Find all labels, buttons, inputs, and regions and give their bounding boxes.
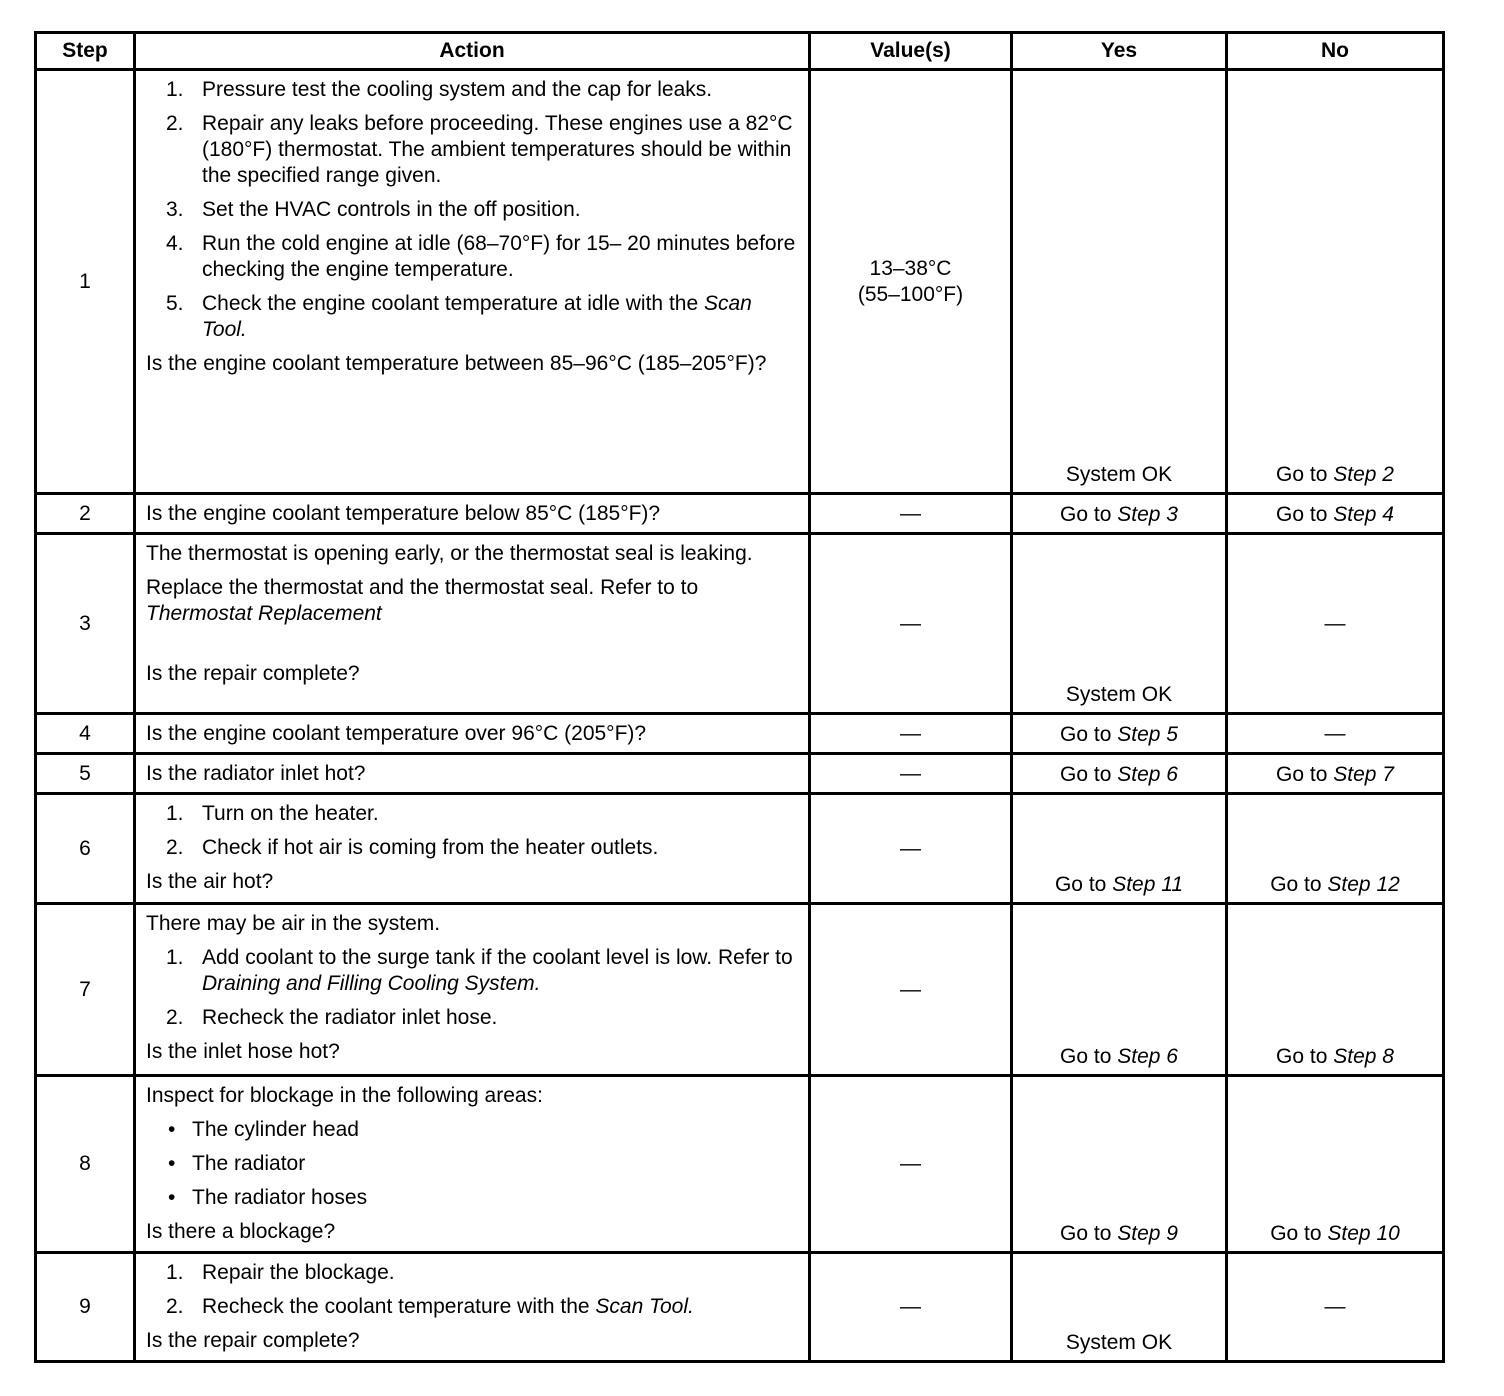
list-item: 5. Check the engine coolant temperature at idle with the Scan Tool.	[166, 292, 752, 341]
step-link: Step 7	[1333, 763, 1394, 786]
yes-cell: System OK	[1012, 70, 1227, 494]
question-text: Is the engine coolant temperature between 85–96°C (185–205°F)?	[146, 352, 767, 375]
step-link: Step 11	[1112, 873, 1184, 896]
question-text: Is the inlet hose hot?	[146, 1040, 340, 1063]
step-link: Step 9	[1117, 1222, 1178, 1245]
step-link: Step 4	[1333, 503, 1394, 526]
action-intro: Inspect for blockage in the following areas:	[146, 1084, 543, 1107]
list-item: 1. Add coolant to the surge tank if the coolant level is low. Refer to Draining and Filling Cooling System.	[166, 946, 793, 995]
action-steps-list	[146, 945, 796, 1031]
list-item: 2. Check if hot air is coming from the heater outlets.	[166, 836, 659, 859]
yes-cell: Go to Step 11	[1012, 794, 1227, 904]
value-celsius: 13–38°C	[869, 256, 952, 280]
action-steps-list	[146, 801, 796, 861]
list-item: • The radiator hoses	[168, 1186, 368, 1209]
yes-cell: Go to Step 3	[1012, 494, 1227, 534]
value-cell: —	[810, 534, 1012, 714]
step-number: 1	[36, 70, 135, 494]
value-cell	[810, 70, 1012, 494]
step-link: Step 6	[1117, 1045, 1178, 1068]
value-cell: —	[810, 754, 1012, 794]
no-cell: —	[1227, 714, 1444, 754]
step-number: 8	[36, 1076, 135, 1253]
yes-cell: System OK	[1012, 1253, 1227, 1362]
table-row-step-5	[36, 754, 1444, 794]
value-cell: —	[810, 1253, 1012, 1362]
thermostat-replacement-reference: Thermostat Replacement	[146, 602, 382, 625]
question-text: Is the engine coolant temperature over 96°C (205°F)?	[146, 722, 647, 745]
yes-cell: Go to Step 6	[1012, 754, 1227, 794]
list-item: 1. Pressure test the cooling system and the cap for leaks.	[166, 78, 713, 101]
action-paragraph: The thermostat is opening early, or the thermostat seal is leaking.	[146, 542, 753, 565]
table-row-step-8	[36, 1076, 1444, 1253]
step-number: 2	[36, 494, 135, 534]
action-cell	[135, 494, 810, 534]
list-item: • The cylinder head	[168, 1118, 359, 1141]
list-item: 1. Repair the blockage.	[166, 1261, 395, 1284]
question-text: Is the repair complete?	[146, 1329, 360, 1352]
action-cell	[135, 794, 810, 904]
list-item: 3. Set the HVAC controls in the off position.	[166, 198, 581, 221]
value-cell: —	[810, 904, 1012, 1076]
action-cell	[135, 1076, 810, 1253]
header-yes: Yes	[1012, 33, 1227, 70]
list-item: 2. Repair any leaks before proceeding. These engines use a 82°C (180°F) thermostat. The ambient temperatures should be within the specified range given.	[166, 112, 793, 187]
table-row-step-9	[36, 1253, 1444, 1362]
step-number: 6	[36, 794, 135, 904]
action-cell	[135, 70, 810, 494]
question-text: Is there a blockage?	[146, 1220, 336, 1243]
action-cell	[135, 754, 810, 794]
no-cell: Go to Step 7	[1227, 754, 1444, 794]
blockage-areas-list	[146, 1117, 796, 1211]
table-row-step-6	[36, 794, 1444, 904]
question-text: Is the radiator inlet hot?	[146, 762, 366, 785]
step-number: 7	[36, 904, 135, 1076]
step-number: 3	[36, 534, 135, 714]
action-cell	[135, 534, 810, 714]
step-number: 4	[36, 714, 135, 754]
table-row-step-4	[36, 714, 1444, 754]
table-row-step-2	[36, 494, 1444, 534]
value-cell: —	[810, 714, 1012, 754]
scan-tool-reference: Scan Tool.	[202, 292, 752, 341]
no-cell: Go to Step 12	[1227, 794, 1444, 904]
step-link: Step 3	[1117, 503, 1178, 526]
table-row-step-3	[36, 534, 1444, 714]
step-link: Step 10	[1327, 1222, 1400, 1245]
no-cell: —	[1227, 534, 1444, 714]
step-number: 9	[36, 1253, 135, 1362]
diagnostic-table	[34, 31, 1445, 1363]
no-cell: Go to Step 2	[1227, 70, 1444, 494]
table-row-step-7	[36, 904, 1444, 1076]
no-cell: Go to Step 4	[1227, 494, 1444, 534]
step-link: Step 5	[1117, 723, 1178, 746]
value-fahrenheit: (55–100°F)	[857, 282, 964, 306]
yes-cell: Go to Step 6	[1012, 904, 1227, 1076]
question-text: Is the air hot?	[146, 870, 274, 893]
header-action: Action	[135, 33, 810, 70]
step-link: Step 6	[1117, 763, 1178, 786]
no-cell: Go to Step 8	[1227, 904, 1444, 1076]
action-steps-list	[146, 77, 796, 343]
no-cell: —	[1227, 1253, 1444, 1362]
scan-tool-reference: Scan Tool.	[595, 1295, 694, 1318]
question-text: Is the engine coolant temperature below 85°C (185°F)?	[146, 502, 661, 525]
action-paragraph: Replace the thermostat and the thermostat seal. Refer to to Thermostat Replacement	[146, 576, 699, 625]
action-steps-list	[146, 1260, 796, 1320]
list-item: 4. Run the cold engine at idle (68–70°F) for 15– 20 minutes before checking the engine temperature.	[166, 232, 796, 281]
no-cell: Go to Step 10	[1227, 1076, 1444, 1253]
step-link: Step 12	[1327, 873, 1400, 896]
yes-cell: Go to Step 5	[1012, 714, 1227, 754]
header-values: Value(s)	[810, 33, 1012, 70]
header-no: No	[1227, 33, 1444, 70]
action-cell	[135, 1253, 810, 1362]
header-row	[36, 33, 1444, 70]
list-item: 2. Recheck the radiator inlet hose.	[166, 1006, 498, 1029]
action-intro: There may be air in the system.	[146, 912, 441, 935]
list-item: 1. Turn on the heater.	[166, 802, 379, 825]
yes-cell: System OK	[1012, 534, 1227, 714]
value-cell: —	[810, 1076, 1012, 1253]
list-item: 2. Recheck the coolant temperature with the Scan Tool.	[166, 1295, 694, 1318]
step-link: Step 8	[1333, 1045, 1394, 1068]
list-item: • The radiator	[168, 1152, 306, 1175]
step-number: 5	[36, 754, 135, 794]
value-cell: —	[810, 494, 1012, 534]
draining-filling-reference: Draining and Filling Cooling System.	[202, 972, 541, 995]
action-cell	[135, 714, 810, 754]
step-link: Step 2	[1333, 463, 1394, 486]
value-cell: —	[810, 794, 1012, 904]
question-text: Is the repair complete?	[146, 662, 360, 685]
action-cell	[135, 904, 810, 1076]
yes-cell: Go to Step 9	[1012, 1076, 1227, 1253]
header-step: Step	[36, 33, 135, 70]
table-row-step-1	[36, 70, 1444, 494]
